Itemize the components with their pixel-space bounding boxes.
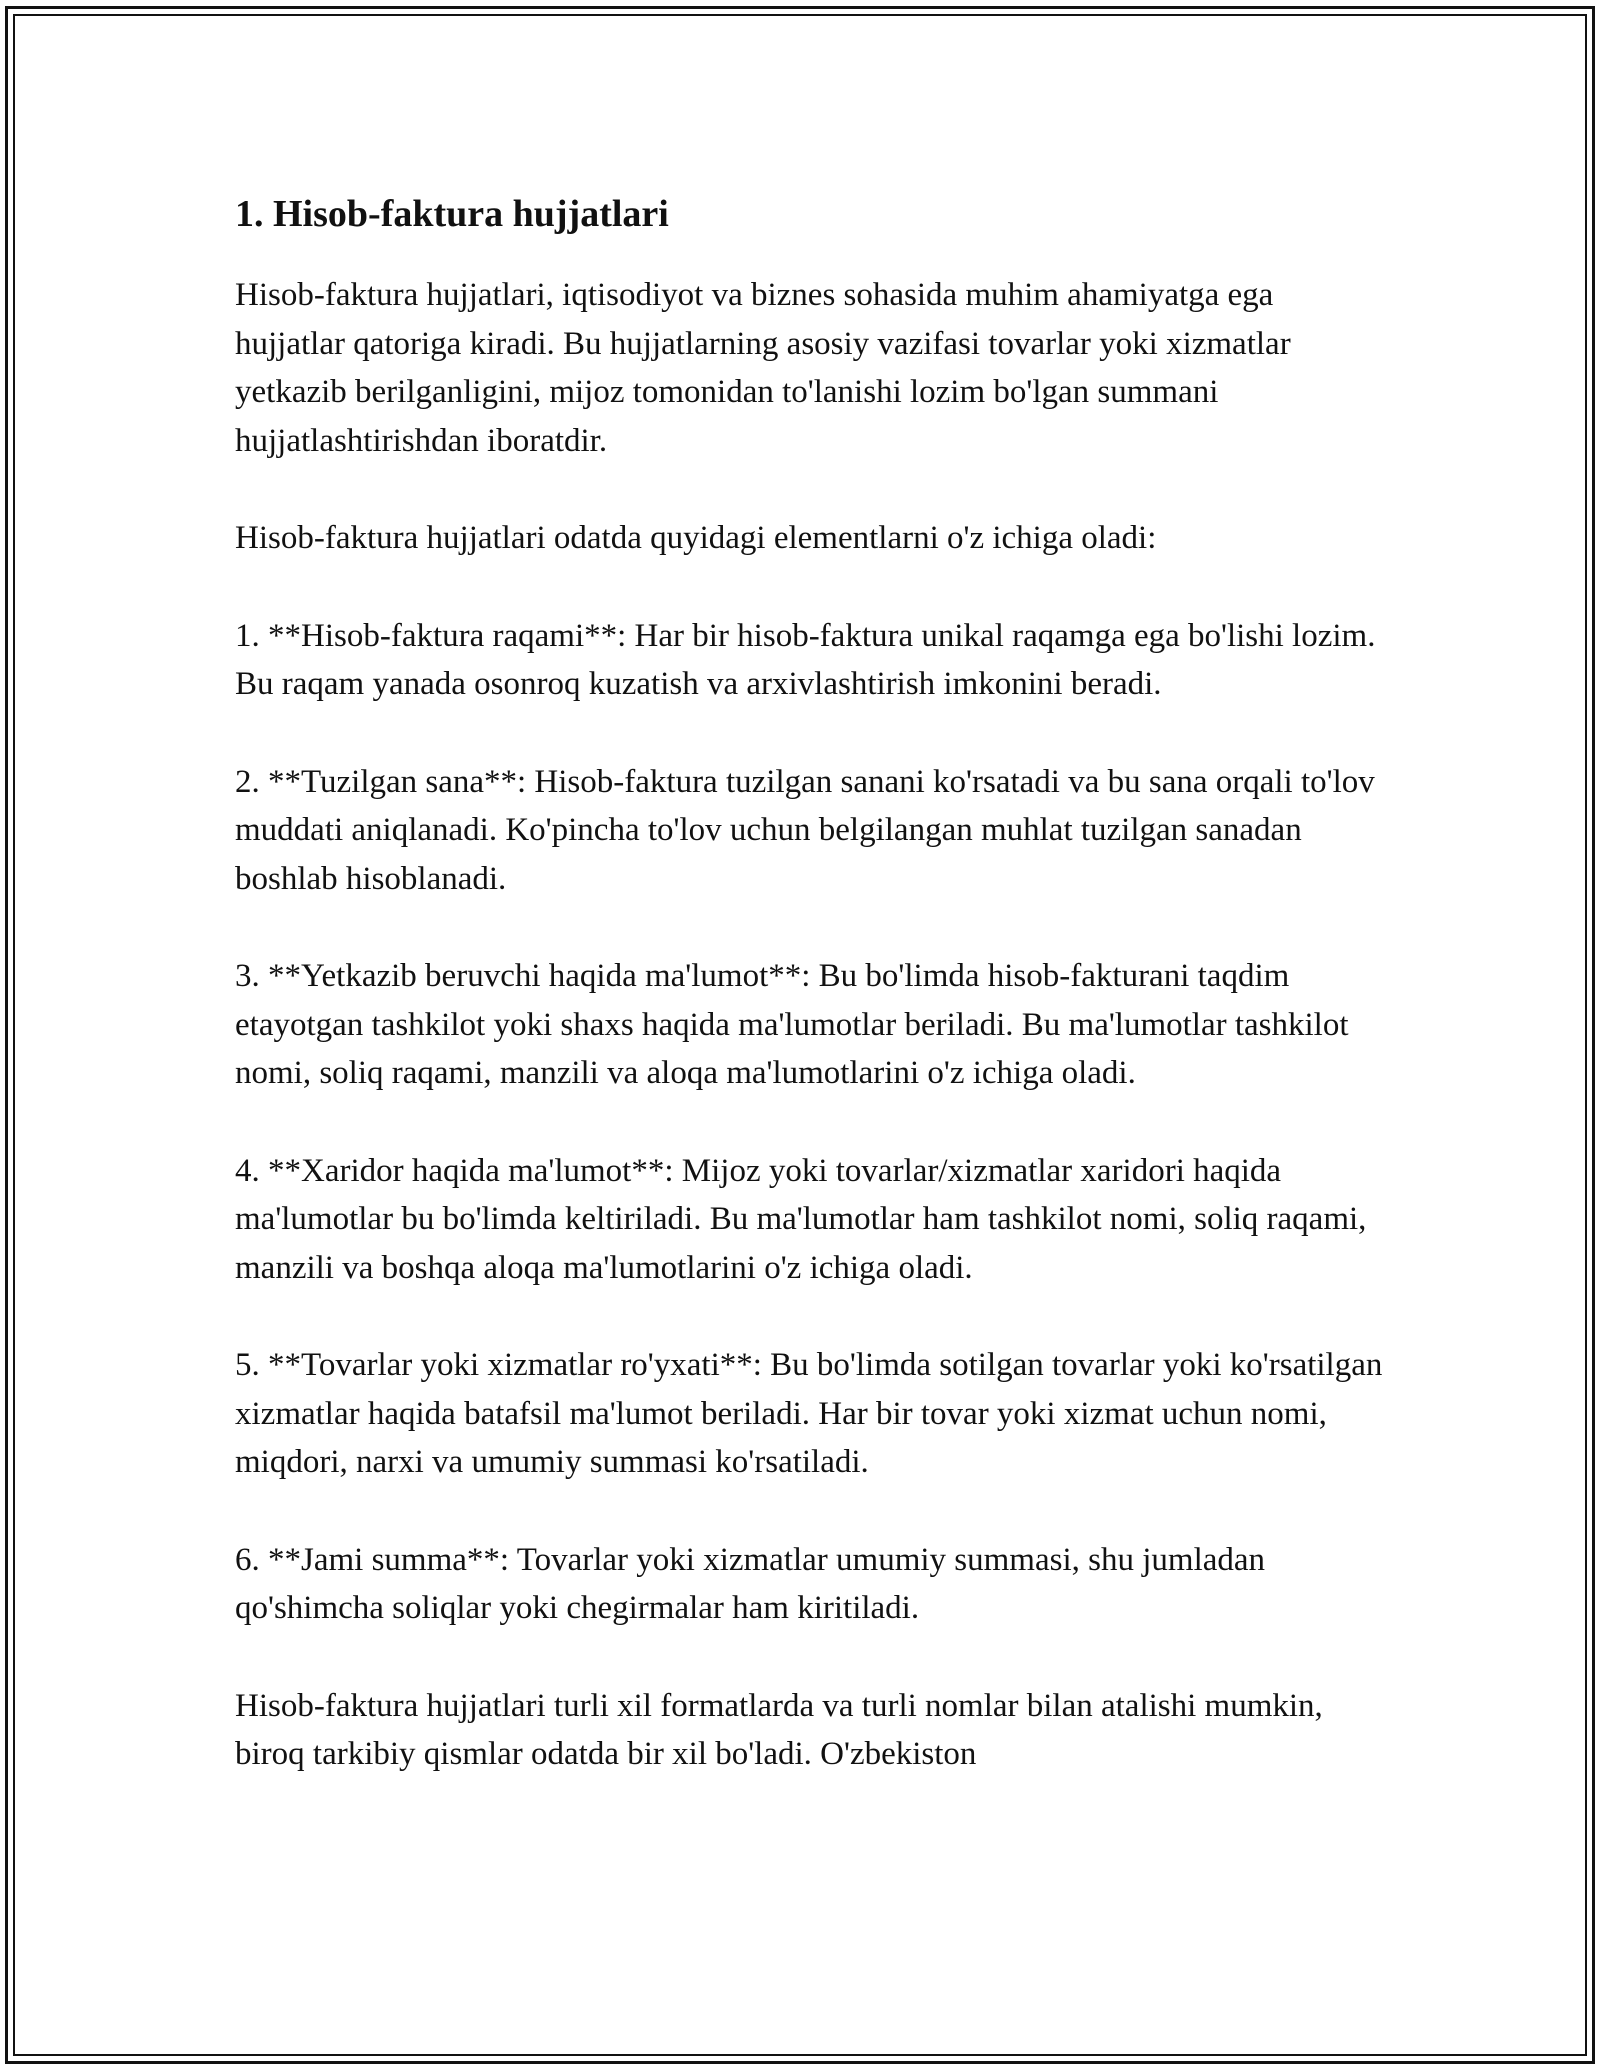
document-heading: 1. Hisob-faktura hujjatlari [235,193,669,235]
list-item-total-amount: 6. **Jami summa**: Tovarlar yoki xizmatlar umumiy summasi, shu jumladan qo'shimcha soliqlar yoki chegirmalar ham kiritiladi. [235,1541,1266,1626]
intro-paragraph: Hisob-faktura hujjatlari, iqtisodiyot va biznes sohasida muhim ahamiyatga ega hujjatlar qatoriga kiradi. Bu hujjatlarning asosiy vazifasi tovarlar yoki xizmatlar yetkazib berilganligini, mijoz tomonidan to'lanishi lozim bo'lgan summani hujjatlashtirishdan iboratdir. [235,277,1291,459]
closing-paragraph: Hisob-faktura hujjatlari turli xil formatlarda va turli nomlar bilan atalishi mumkin, biroq tarkibiy qismlar odatda bir xil bo'ladi. O'zbekiston [235,1687,1323,1772]
list-item-invoice-number: 1. **Hisob-faktura raqami**: Har bir hisob-faktura unikal raqamga ega bo'lishi lozim. Bu raqam yanada osonroq kuzatish va arxivlashtirish imkonini beradi. [235,617,1376,702]
document-body [235,186,1385,1779]
list-item-buyer-info: 4. **Xaridor haqida ma'lumot**: Mijoz yoki tovarlar/xizmatlar xaridori haqida ma'lumotlar bu bo'limda keltiriladi. Bu ma'lumotlar ham tashkilot nomi, soliq raqami, manzili va boshqa aloqa ma'lumotlarini o'z ichiga oladi. [235,1152,1367,1286]
elements-intro-paragraph: Hisob-faktura hujjatlari odatda quyidagi elementlarni o'z ichiga oladi: [235,520,1157,556]
list-item-issue-date: 2. **Tuzilgan sana**: Hisob-faktura tuzilgan sanani ko'rsatadi va bu sana orqali to'lov muddati aniqlanadi. Ko'pincha to'lov uchun belgilangan muhlat tuzilgan sanadan boshlab hisoblanadi. [235,763,1375,897]
list-item-goods-services-list: 5. **Tovarlar yoki xizmatlar ro'yxati**: Bu bo'limda sotilgan tovarlar yoki ko'rsatilgan xizmatlar haqida batafsil ma'lumot beriladi. Har bir tovar yoki xizmat uchun nomi, miqdori, narxi va umumiy summasi ko'rsatiladi. [235,1347,1383,1480]
list-item-supplier-info: 3. **Yetkazib beruvchi haqida ma'lumot**: Bu bo'limda hisob-fakturani taqdim etayotgan tashkilot yoki shaxs haqida ma'lumotlar beriladi. Bu ma'lumotlar tashkilot nomi, soliq raqami, manzili va aloqa ma'lumotlarini o'z ichiga oladi. [235,958,1349,1091]
